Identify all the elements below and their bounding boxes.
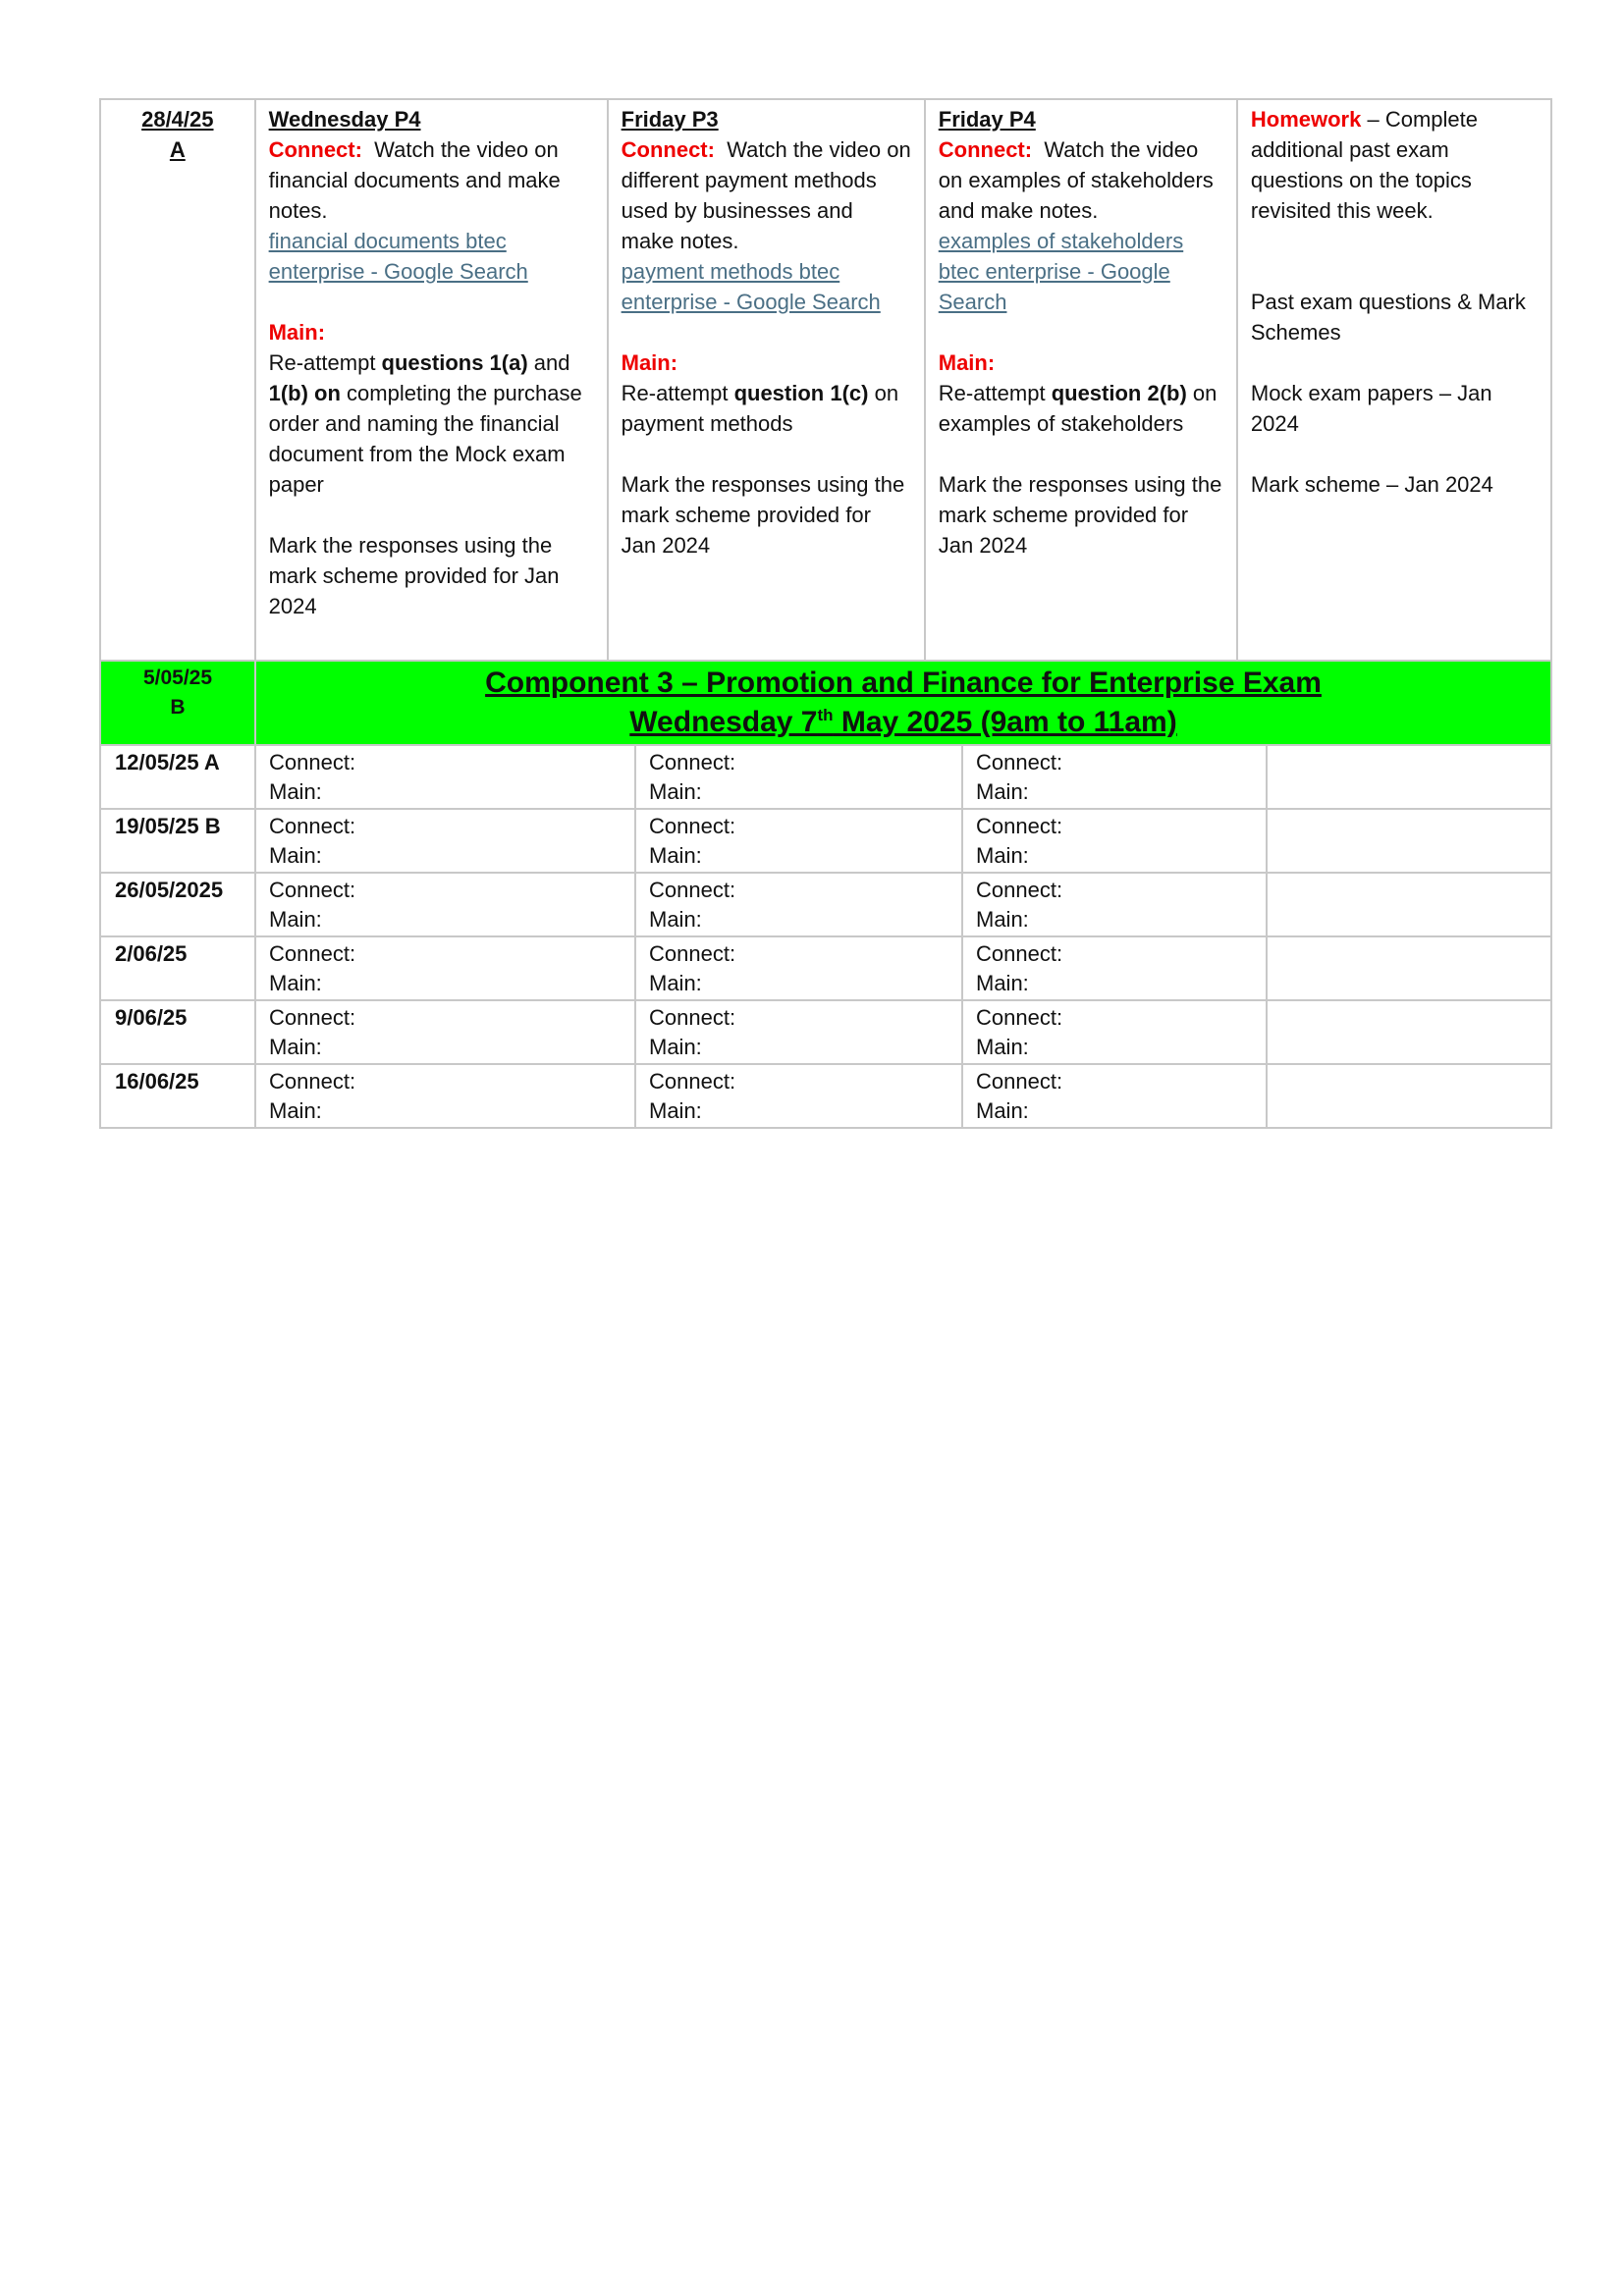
table-row bbox=[101, 935, 1550, 999]
main-text: Re-attempt questions 1(a) and 1(b) on completing the purchase order and naming the financial document from the Mock exam paper bbox=[268, 350, 582, 497]
main-label: Main: bbox=[268, 320, 326, 345]
row-cell: Connect: Main: bbox=[256, 937, 636, 999]
connect-label: Connect: bbox=[268, 137, 362, 162]
row-cell: Connect: Main: bbox=[636, 1065, 963, 1127]
row-cell: Connect: Main: bbox=[256, 1001, 636, 1063]
banner-date-cell bbox=[101, 662, 256, 744]
mark-text: Mark the responses using the mark scheme provided for Jan 2024 bbox=[938, 472, 1222, 558]
day-heading: Wednesday P4 bbox=[268, 107, 421, 132]
search-link-line-2[interactable]: btec enterprise - Google bbox=[938, 259, 1170, 284]
row-cell-empty bbox=[1268, 874, 1550, 935]
friday-p4-cell bbox=[926, 100, 1238, 660]
exam-title-line-1: Component 3 – Promotion and Finance for Enterprise Exam bbox=[485, 667, 1322, 699]
row-cell: Connect: Main: bbox=[636, 810, 963, 872]
row-cell: Connect: Main: bbox=[256, 810, 636, 872]
main-label: Main: bbox=[938, 350, 996, 375]
row-cell: Connect: Main: bbox=[256, 746, 636, 808]
mark-text: Mark the responses using the mark scheme provided for Jan 2024 bbox=[621, 472, 905, 558]
main-label: Main: bbox=[621, 350, 678, 375]
lower-rows bbox=[101, 744, 1550, 1127]
exam-banner bbox=[101, 660, 1550, 744]
row-cell: Connect: Main: bbox=[963, 1001, 1268, 1063]
row-cell-empty bbox=[1268, 1001, 1550, 1063]
row-cell: Connect: Main: bbox=[963, 874, 1268, 935]
week-letter: A bbox=[169, 137, 186, 162]
homework-cell bbox=[1238, 100, 1550, 660]
row-cell-empty bbox=[1268, 746, 1550, 808]
week-date: 28/4/25 bbox=[141, 107, 214, 132]
row-date: 26/05/2025 bbox=[101, 874, 256, 935]
row-cell: Connect: Main: bbox=[963, 937, 1268, 999]
row-cell: Connect: Main: bbox=[256, 874, 636, 935]
main-text: Re-attempt question 1(c) on payment methods bbox=[621, 381, 899, 436]
homework-text: – Complete additional past exam questions on the topics revisited this week. bbox=[1250, 107, 1478, 223]
row-date: 2/06/25 bbox=[101, 937, 256, 999]
connect-text: Watch the video on financial documents and make notes. bbox=[268, 137, 561, 223]
exam-title-line-2: Wednesday 7th May 2025 (9am to 11am) bbox=[629, 706, 1177, 738]
date-cell bbox=[101, 100, 256, 660]
homework-item: Mock exam papers – Jan 2024 bbox=[1250, 381, 1492, 436]
exam-title bbox=[256, 662, 1550, 744]
row-cell: Connect: Main: bbox=[963, 1065, 1268, 1127]
connect-text: Watch the video on examples of stakeholders and make notes. bbox=[938, 137, 1214, 223]
table-row bbox=[101, 808, 1550, 872]
table-row bbox=[101, 999, 1550, 1063]
banner-week: B bbox=[170, 696, 186, 719]
row-cell-empty bbox=[1268, 937, 1550, 999]
search-link-line-2[interactable]: enterprise - Google Search bbox=[621, 290, 881, 314]
main-text: Re-attempt question 2(b) on examples of stakeholders bbox=[938, 381, 1218, 436]
day-heading: Friday P3 bbox=[621, 107, 719, 132]
homework-paragraph bbox=[1251, 104, 1538, 226]
connect-text: Watch the video on different payment methods used by businesses and make notes. bbox=[621, 137, 911, 253]
row-cell: Connect: Main: bbox=[636, 937, 963, 999]
search-link-line-1[interactable]: payment methods btec bbox=[621, 259, 840, 284]
homework-item: Past exam questions & Mark Schemes bbox=[1250, 290, 1526, 345]
row-cell: Connect: Main: bbox=[636, 746, 963, 808]
row-cell-empty bbox=[1268, 810, 1550, 872]
homework-label: Homework bbox=[1250, 107, 1362, 132]
wednesday-p4-cell bbox=[256, 100, 609, 660]
row-cell: Connect: Main: bbox=[636, 1001, 963, 1063]
connect-label: Connect: bbox=[621, 137, 715, 162]
row-cell: Connect: Main: bbox=[636, 874, 963, 935]
row-cell: Connect: Main: bbox=[963, 810, 1268, 872]
day-heading: Friday P4 bbox=[938, 107, 1036, 132]
search-link-line-1[interactable]: examples of stakeholders bbox=[938, 229, 1184, 253]
mark-text: Mark the responses using the mark scheme provided for Jan 2024 bbox=[268, 533, 560, 618]
row-date: 9/06/25 bbox=[101, 1001, 256, 1063]
row-date: 19/05/25 B bbox=[101, 810, 256, 872]
week-row-28-4 bbox=[101, 100, 1550, 660]
row-date: 12/05/25 A bbox=[101, 746, 256, 808]
table-row bbox=[101, 872, 1550, 935]
table-row bbox=[101, 744, 1550, 808]
connect-paragraph bbox=[939, 134, 1223, 226]
table-row bbox=[101, 1063, 1550, 1127]
row-cell: Connect: Main: bbox=[256, 1065, 636, 1127]
connect-label: Connect: bbox=[938, 137, 1033, 162]
row-cell: Connect: Main: bbox=[963, 746, 1268, 808]
homework-item: Mark scheme – Jan 2024 bbox=[1250, 472, 1493, 497]
row-date: 16/06/25 bbox=[101, 1065, 256, 1127]
search-link-line-2[interactable]: enterprise - Google Search bbox=[268, 259, 528, 284]
schedule-table bbox=[99, 98, 1552, 1129]
friday-p3-cell bbox=[609, 100, 926, 660]
search-link-line-1[interactable]: financial documents btec bbox=[268, 229, 507, 253]
connect-paragraph bbox=[622, 134, 911, 256]
connect-paragraph bbox=[269, 134, 594, 226]
row-cell-empty bbox=[1268, 1065, 1550, 1127]
search-link-line-3[interactable]: Search bbox=[938, 290, 1007, 314]
banner-date: 5/05/25 bbox=[142, 667, 213, 689]
